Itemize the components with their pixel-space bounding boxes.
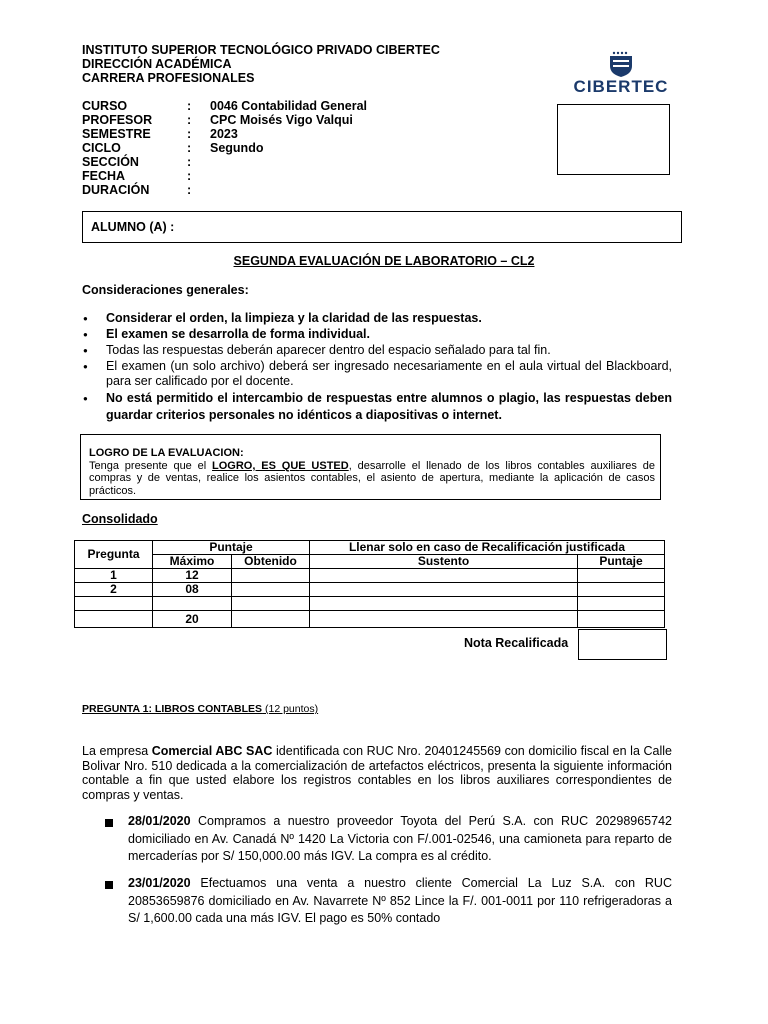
table-row (75, 597, 665, 611)
company-name: Comercial ABC SAC (151, 744, 273, 758)
list-item: ● Considerar el orden, la limpieza y la claridad de las respuestas. (82, 311, 672, 326)
header-sustento: Sustento (310, 555, 578, 569)
student-label: ALUMNO (A) : (91, 220, 175, 234)
rescore-box[interactable] (578, 629, 667, 660)
score-input[interactable] (232, 597, 310, 611)
semester-value: 2023 (210, 127, 238, 141)
score-table (74, 540, 665, 628)
question-1-title: PREGUNTA 1: LIBROS CONTABLES (12 puntos) (82, 703, 319, 715)
professor-value: CPC Moisés Vigo Valqui (210, 113, 353, 127)
score-input[interactable] (232, 569, 310, 583)
list-item: ● El examen (un solo archivo) deberá ser ingresado necesariamente en el aula virtual del Blackboard, para ser calificado por el docente. (82, 359, 672, 389)
square-bullet-icon (105, 881, 113, 889)
institution-header (82, 43, 440, 85)
photo-box (557, 104, 670, 175)
reason-input[interactable] (310, 569, 578, 583)
rescore-input[interactable] (578, 611, 665, 628)
list-item: ● No está permitido el intercambio de respuestas entre alumnos o plagio, las respuestas deben guardar criterios personales no idénticos a diapositivas o internet. (82, 390, 672, 424)
institution-name: INSTITUTO SUPERIOR TECNOLÓGICO PRIVADO CIBERTEC (82, 43, 440, 57)
exam-title: SEGUNDA EVALUACIÓN DE LABORATORIO – CL2 (233, 254, 535, 268)
logo-wordmark: CIBERTEC (573, 77, 669, 96)
cibertec-logo (570, 50, 672, 96)
career-name: CARRERA PROFESIONALES (82, 71, 255, 85)
achievement-title: LOGRO DE LA EVALUACION: (89, 447, 244, 459)
rescore-label: Nota Recalificada (464, 636, 569, 650)
achievement-box (80, 434, 661, 500)
list-item: ● Todas las respuestas deberán aparecer dentro del espacio señalado para tal fin. (82, 343, 672, 358)
rescore-input[interactable] (578, 597, 665, 611)
table-row: 2 08 (75, 583, 665, 597)
student-name-field[interactable] (82, 211, 682, 243)
list-item: 23/01/2020 Efectuamos una venta a nuestro cliente Comercial La Luz S.A. con RUC 20853659876 domiciliado en Av. Navarrete Nº 852 Lince la F/. 001-0011 por 110 refrigeradoras a S/ 1,600.00 cada una más IGV. El pago es 50% contado (128, 876, 672, 925)
score-input[interactable] (232, 611, 310, 628)
score-input[interactable] (232, 583, 310, 597)
considerations-list (82, 311, 672, 425)
course-value: 0046 Contabilidad General (210, 99, 367, 113)
reason-input[interactable] (310, 583, 578, 597)
rescore-input[interactable] (578, 569, 665, 583)
considerations-title: Consideraciones generales: (82, 283, 249, 297)
achievement-text: Tenga presente que el LOGRO, ES QUE USTED, desarrolle el llenado de los libros contables auxiliares de compras y de ventas, realice los asientos contables, el asiento de apertura, mediante la aplicación de casos prácticos. (89, 460, 655, 497)
rescore-input[interactable] (578, 583, 665, 597)
square-bullet-icon (105, 819, 113, 827)
header-recalification: Llenar solo en caso de Recalificación justificada (310, 541, 665, 555)
question-1-intro: La empresa Comercial ABC SAC identificada con RUC Nro. 20401245569 con domicilio fiscal en la Calle Bolivar Nro. 510 dedicada a la comercialización de artefactos eléctricos, presenta la siguiente información contable a fin que usted elabore los registros contables en los libros auxiliares correspondientes de compras y ventas. (82, 744, 673, 802)
header-puntaje: Puntaje (153, 541, 310, 555)
shield-icon (570, 50, 672, 78)
cycle-value: Segundo (210, 141, 264, 155)
table-row: 1 12 (75, 569, 665, 583)
academic-direction: DIRECCIÓN ACADÉMICA (82, 57, 232, 71)
consolidated-title: Consolidado (82, 512, 158, 526)
header-maximo: Máximo (153, 555, 232, 569)
list-item: ● El examen se desarrolla de forma individual. (82, 327, 672, 342)
reason-input[interactable] (310, 611, 578, 628)
header-puntaje-recal: Puntaje (578, 555, 665, 569)
list-item: 28/01/2020 Compramos a nuestro proveedor Toyota del Perú S.A. con RUC 20298965742 domiciliado en Av. Canadá Nº 1420 La Victoria con F/.001-02546, una camioneta para reparto de mercaderías por S/ 150,000.00 más IGV. La compra es al crédito. (128, 814, 672, 863)
reason-input[interactable] (310, 597, 578, 611)
header-pregunta: Pregunta (75, 541, 153, 569)
header-obtenido: Obtenido (232, 555, 310, 569)
table-row: 20 (75, 611, 665, 628)
